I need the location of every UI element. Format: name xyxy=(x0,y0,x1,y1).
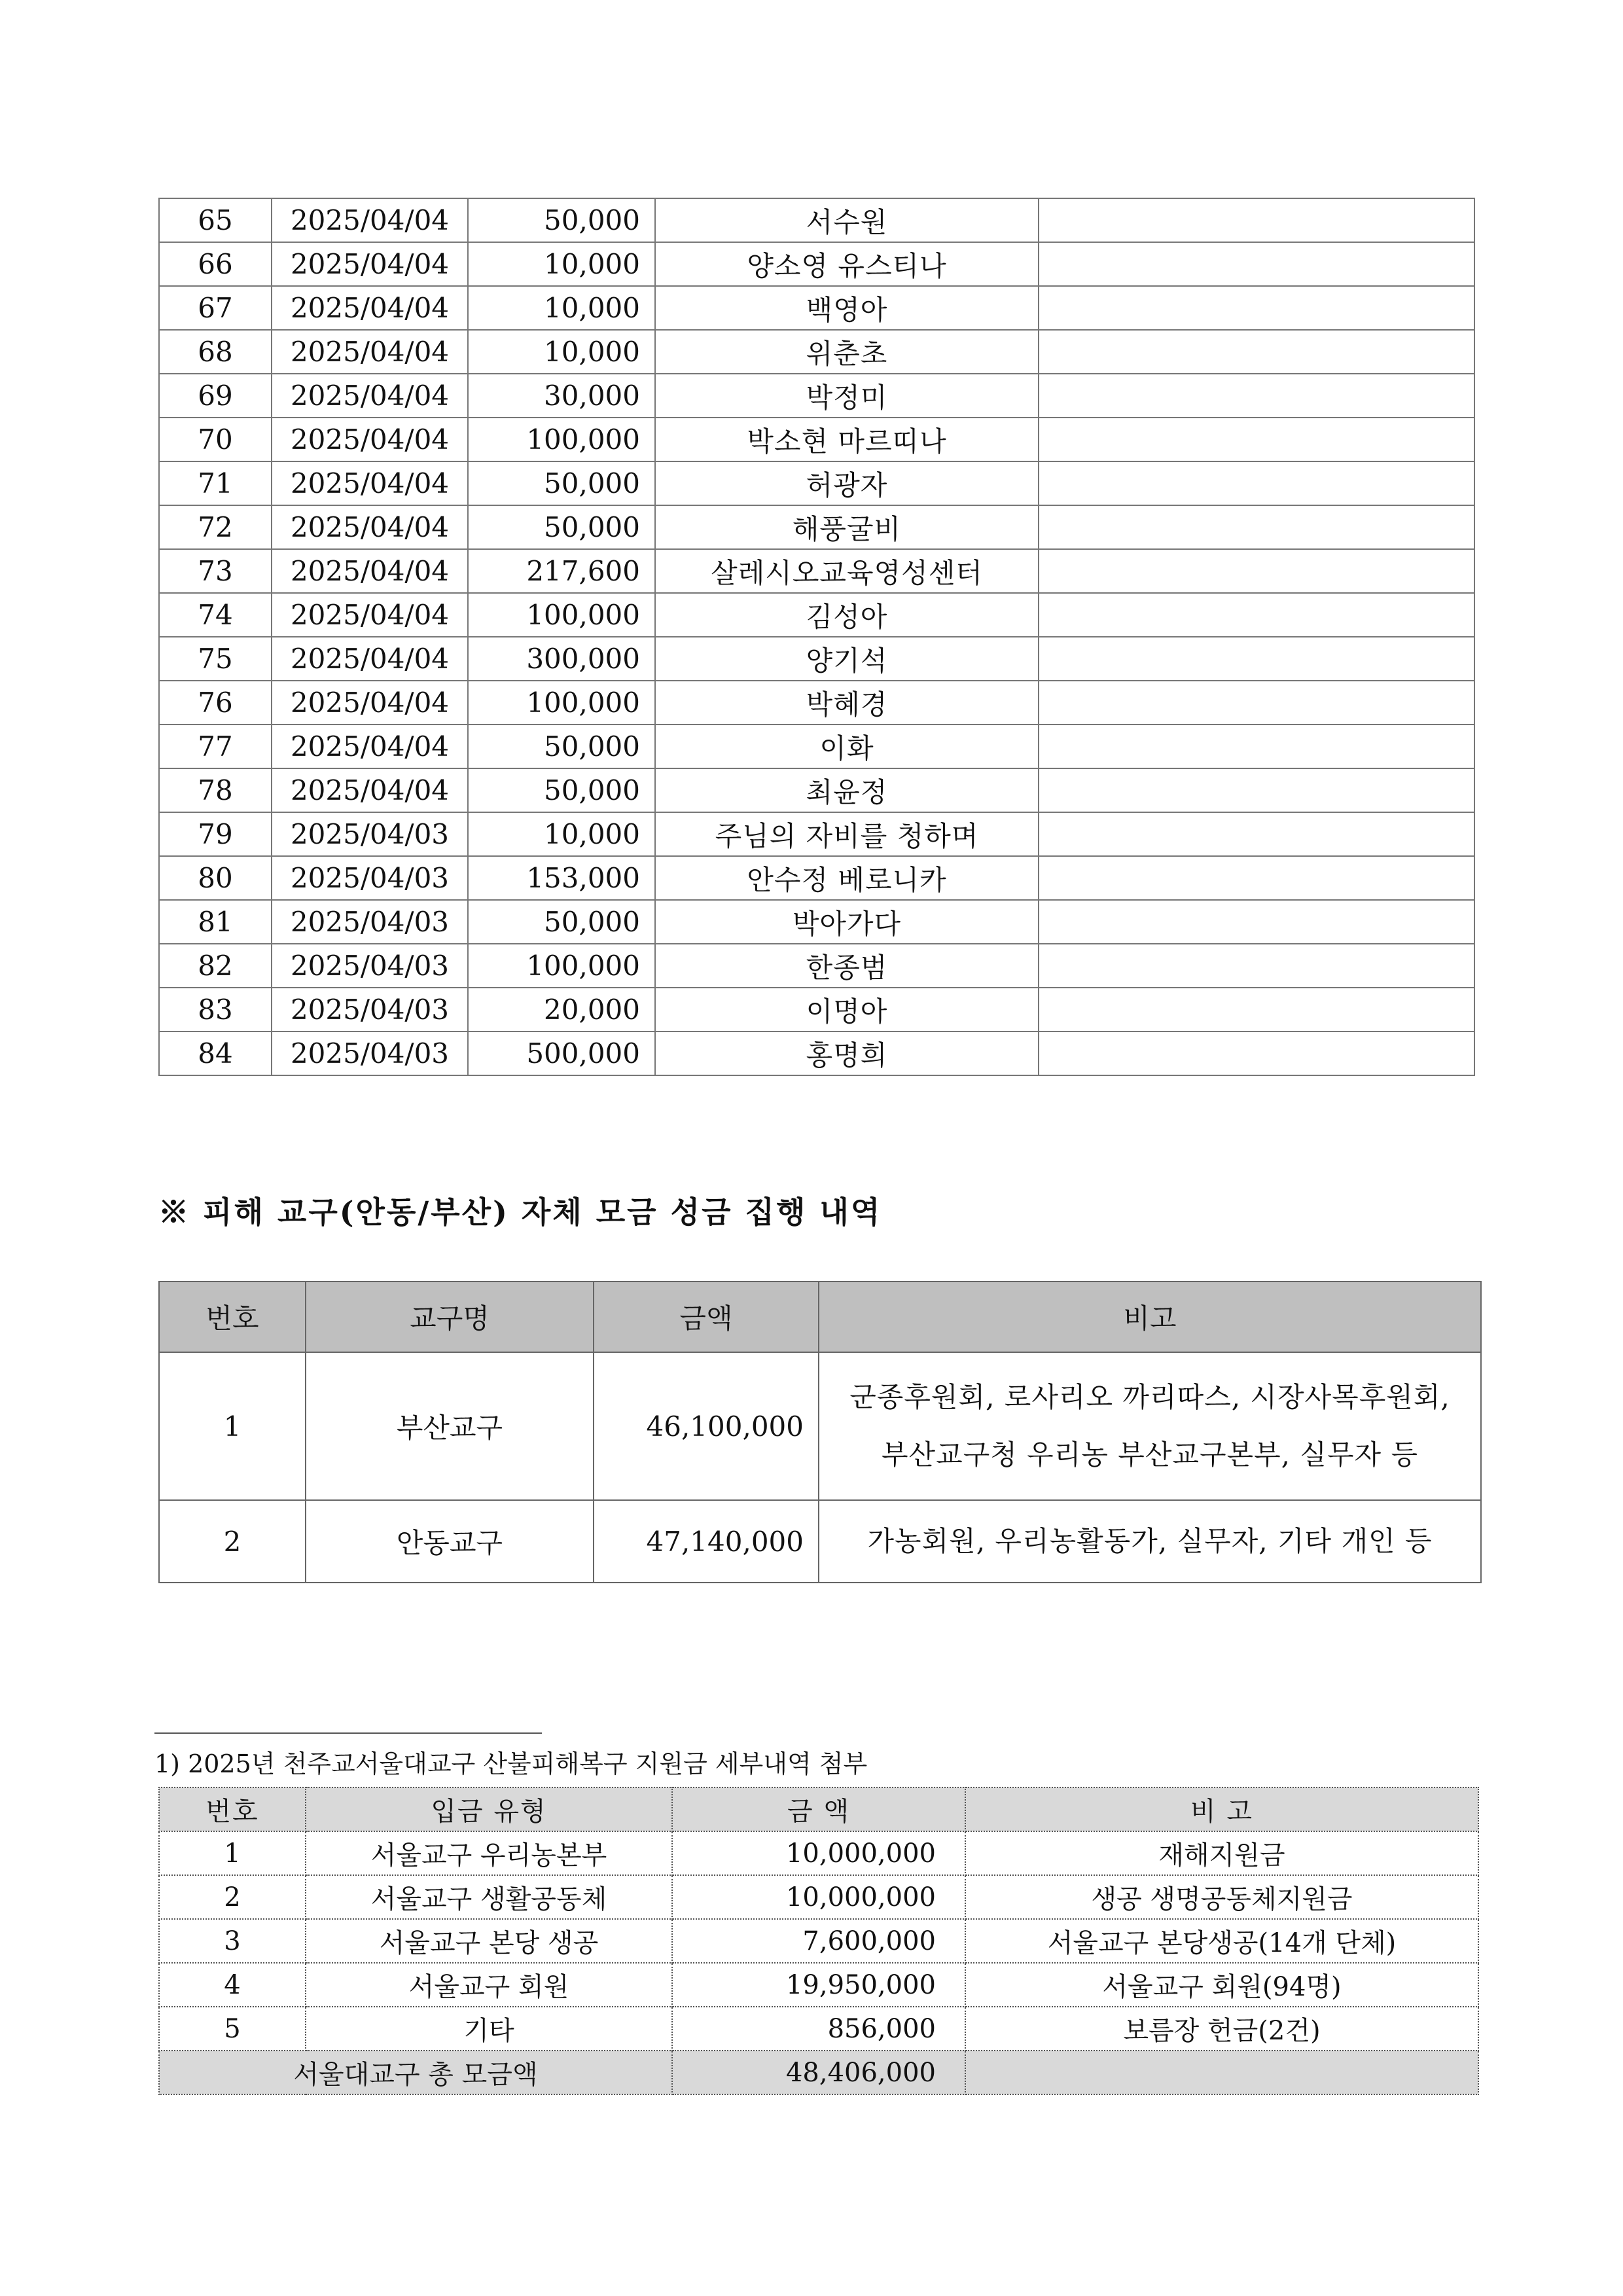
donor-name: 해풍굴비 xyxy=(655,505,1039,549)
donor-name: 주님의 자비를 청하며 xyxy=(655,812,1039,856)
seoul-no: 1 xyxy=(159,1831,306,1875)
seoul-total-amount: 48,406,000 xyxy=(672,2051,965,2094)
donation-row xyxy=(159,286,1474,330)
donation-note xyxy=(1039,725,1474,768)
donation-note xyxy=(1039,988,1474,1031)
donation-row xyxy=(159,198,1474,242)
seoul-note: 재해지원금 xyxy=(965,1831,1478,1875)
seoul-no: 4 xyxy=(159,1963,306,2007)
donor-name: 홍명희 xyxy=(655,1031,1039,1075)
donation-no: 68 xyxy=(159,330,272,374)
seoul-no: 3 xyxy=(159,1919,306,1963)
donation-note xyxy=(1039,637,1474,681)
donation-no: 81 xyxy=(159,900,272,944)
donation-amount: 50,000 xyxy=(468,768,655,812)
donation-note xyxy=(1039,1031,1474,1075)
donation-row xyxy=(159,242,1474,286)
donor-name: 한종범 xyxy=(655,944,1039,988)
donation-amount: 153,000 xyxy=(468,856,655,900)
donation-date: 2025/04/04 xyxy=(272,637,468,681)
donation-row xyxy=(159,900,1474,944)
diocese-no: 2 xyxy=(159,1500,306,1583)
donation-amount: 100,000 xyxy=(468,593,655,637)
donor-name: 양기석 xyxy=(655,637,1039,681)
seoul-header-row xyxy=(159,1787,1478,1831)
seoul-amount: 7,600,000 xyxy=(672,1919,965,1963)
donor-name: 백영아 xyxy=(655,286,1039,330)
donor-name: 허광자 xyxy=(655,461,1039,505)
donation-date: 2025/04/04 xyxy=(272,725,468,768)
donation-amount: 10,000 xyxy=(468,812,655,856)
diocese-note-line: 가농회원, 우리농활동가, 실무자, 기타 개인 등 xyxy=(867,1525,1433,1557)
section-heading: ※ 피해 교구(안동/부산) 자체 모금 성금 집행 내역 xyxy=(158,1194,882,1230)
diocese-amount: 47,140,000 xyxy=(594,1500,819,1583)
diocese-header-note: 비고 xyxy=(819,1282,1481,1352)
seoul-deposit-type: 서울교구 생활공동체 xyxy=(306,1875,672,1919)
diocese-name: 부산교구 xyxy=(306,1352,594,1500)
seoul-total-note xyxy=(965,2051,1478,2094)
donation-no: 77 xyxy=(159,725,272,768)
seoul-breakdown-table xyxy=(158,1787,1479,2095)
donation-row xyxy=(159,768,1474,812)
donation-date: 2025/04/04 xyxy=(272,286,468,330)
seoul-total-label: 서울대교구 총 모금액 xyxy=(159,2051,672,2094)
donor-name: 서수원 xyxy=(655,198,1039,242)
donation-row xyxy=(159,681,1474,725)
diocese-row xyxy=(159,1500,1481,1583)
donation-date: 2025/04/04 xyxy=(272,768,468,812)
donation-no: 83 xyxy=(159,988,272,1031)
donation-date: 2025/04/03 xyxy=(272,856,468,900)
donation-amount: 50,000 xyxy=(468,198,655,242)
donation-amount: 100,000 xyxy=(468,944,655,988)
donation-note xyxy=(1039,330,1474,374)
seoul-row xyxy=(159,1919,1478,1963)
donation-no: 74 xyxy=(159,593,272,637)
seoul-row xyxy=(159,2007,1478,2051)
donation-no: 80 xyxy=(159,856,272,900)
diocese-no: 1 xyxy=(159,1352,306,1500)
footnote-text: 1) 2025년 천주교서울대교구 산불피해복구 지원금 세부내역 첨부 xyxy=(154,1749,868,1778)
donation-date: 2025/04/04 xyxy=(272,461,468,505)
donation-table-body xyxy=(159,198,1474,1075)
donation-note xyxy=(1039,418,1474,461)
seoul-row xyxy=(159,1963,1478,2007)
donation-row xyxy=(159,418,1474,461)
donation-no: 65 xyxy=(159,198,272,242)
donor-name: 양소영 유스티나 xyxy=(655,242,1039,286)
donation-amount: 500,000 xyxy=(468,1031,655,1075)
donor-name: 박소현 마르띠나 xyxy=(655,418,1039,461)
donation-note xyxy=(1039,944,1474,988)
donation-date: 2025/04/04 xyxy=(272,330,468,374)
seoul-header-note: 비 고 xyxy=(965,1787,1478,1831)
donation-note xyxy=(1039,198,1474,242)
donation-row xyxy=(159,374,1474,418)
donation-no: 75 xyxy=(159,637,272,681)
donation-row xyxy=(159,593,1474,637)
donation-date: 2025/04/04 xyxy=(272,505,468,549)
donation-row xyxy=(159,637,1474,681)
donation-amount: 300,000 xyxy=(468,637,655,681)
seoul-note: 서울교구 회원(94명) xyxy=(965,1963,1478,2007)
donation-date: 2025/04/03 xyxy=(272,900,468,944)
donation-amount: 50,000 xyxy=(468,900,655,944)
donation-amount: 100,000 xyxy=(468,418,655,461)
donor-name: 박정미 xyxy=(655,374,1039,418)
seoul-deposit-type: 기타 xyxy=(306,2007,672,2051)
diocese-note-line: 군종후원회, 로사리오 까리따스, 시장사목후원회, xyxy=(849,1381,1450,1413)
seoul-note: 보름장 헌금(2건) xyxy=(965,2007,1478,2051)
donation-table xyxy=(158,198,1475,1076)
donation-date: 2025/04/03 xyxy=(272,812,468,856)
seoul-header-amount: 금 액 xyxy=(672,1787,965,1831)
donation-note xyxy=(1039,242,1474,286)
donation-date: 2025/04/04 xyxy=(272,242,468,286)
donation-amount: 50,000 xyxy=(468,725,655,768)
donation-amount: 10,000 xyxy=(468,242,655,286)
seoul-deposit-type: 서울교구 회원 xyxy=(306,1963,672,2007)
donation-row xyxy=(159,988,1474,1031)
donation-amount: 20,000 xyxy=(468,988,655,1031)
seoul-row xyxy=(159,1831,1478,1875)
donation-no: 79 xyxy=(159,812,272,856)
donation-no: 70 xyxy=(159,418,272,461)
seoul-total-row xyxy=(159,2051,1478,2094)
donation-note xyxy=(1039,681,1474,725)
donation-note xyxy=(1039,549,1474,593)
diocese-header-amount: 금액 xyxy=(594,1282,819,1352)
seoul-table-body xyxy=(159,1831,1478,2051)
diocese-header-no: 번호 xyxy=(159,1282,306,1352)
diocese-note xyxy=(819,1352,1481,1500)
donation-no: 72 xyxy=(159,505,272,549)
donation-no: 84 xyxy=(159,1031,272,1075)
donation-amount: 10,000 xyxy=(468,330,655,374)
donation-row xyxy=(159,944,1474,988)
seoul-amount: 10,000,000 xyxy=(672,1875,965,1919)
donation-note xyxy=(1039,768,1474,812)
donation-date: 2025/04/04 xyxy=(272,593,468,637)
donation-row xyxy=(159,330,1474,374)
donor-name: 살레시오교육영성센터 xyxy=(655,549,1039,593)
donation-no: 76 xyxy=(159,681,272,725)
donation-row xyxy=(159,812,1474,856)
donation-no: 69 xyxy=(159,374,272,418)
donation-date: 2025/04/04 xyxy=(272,681,468,725)
seoul-note: 서울교구 본당생공(14개 단체) xyxy=(965,1919,1478,1963)
diocese-note xyxy=(819,1500,1481,1583)
seoul-no: 5 xyxy=(159,2007,306,2051)
donation-date: 2025/04/04 xyxy=(272,549,468,593)
donation-date: 2025/04/03 xyxy=(272,1031,468,1075)
donation-note xyxy=(1039,900,1474,944)
seoul-header-no: 번호 xyxy=(159,1787,306,1831)
donation-note xyxy=(1039,505,1474,549)
donor-name: 김성아 xyxy=(655,593,1039,637)
diocese-header-row xyxy=(159,1282,1481,1352)
donor-name: 최윤정 xyxy=(655,768,1039,812)
donation-row xyxy=(159,505,1474,549)
seoul-amount: 856,000 xyxy=(672,2007,965,2051)
donation-no: 82 xyxy=(159,944,272,988)
donation-no: 78 xyxy=(159,768,272,812)
donation-row xyxy=(159,856,1474,900)
seoul-header-type: 입금 유형 xyxy=(306,1787,672,1831)
donation-no: 71 xyxy=(159,461,272,505)
donation-no: 67 xyxy=(159,286,272,330)
donation-amount: 50,000 xyxy=(468,461,655,505)
diocese-table xyxy=(158,1281,1482,1583)
donation-note xyxy=(1039,461,1474,505)
donation-row xyxy=(159,461,1474,505)
diocese-amount: 46,100,000 xyxy=(594,1352,819,1500)
donor-name: 박아가다 xyxy=(655,900,1039,944)
donation-date: 2025/04/04 xyxy=(272,418,468,461)
donation-row xyxy=(159,549,1474,593)
donation-row xyxy=(159,1031,1474,1075)
donation-date: 2025/04/04 xyxy=(272,374,468,418)
diocese-name: 안동교구 xyxy=(306,1500,594,1583)
donation-no: 66 xyxy=(159,242,272,286)
donation-note xyxy=(1039,593,1474,637)
footnote-divider xyxy=(154,1732,542,1734)
donation-note xyxy=(1039,812,1474,856)
seoul-deposit-type: 서울교구 본당 생공 xyxy=(306,1919,672,1963)
seoul-no: 2 xyxy=(159,1875,306,1919)
donation-amount: 10,000 xyxy=(468,286,655,330)
donation-note xyxy=(1039,856,1474,900)
donation-note xyxy=(1039,286,1474,330)
donor-name: 위춘초 xyxy=(655,330,1039,374)
donation-date: 2025/04/03 xyxy=(272,944,468,988)
donor-name: 박혜경 xyxy=(655,681,1039,725)
diocese-row xyxy=(159,1352,1481,1500)
donation-row xyxy=(159,725,1474,768)
donor-name: 이화 xyxy=(655,725,1039,768)
diocese-note-line: 부산교구청 우리농 부산교구본부, 실무자 등 xyxy=(881,1439,1419,1471)
seoul-note: 생공 생명공동체지원금 xyxy=(965,1875,1478,1919)
seoul-row xyxy=(159,1875,1478,1919)
seoul-amount: 19,950,000 xyxy=(672,1963,965,2007)
seoul-deposit-type: 서울교구 우리농본부 xyxy=(306,1831,672,1875)
donation-date: 2025/04/04 xyxy=(272,198,468,242)
donation-amount: 217,600 xyxy=(468,549,655,593)
donor-name: 이명아 xyxy=(655,988,1039,1031)
seoul-amount: 10,000,000 xyxy=(672,1831,965,1875)
donation-amount: 50,000 xyxy=(468,505,655,549)
donation-amount: 100,000 xyxy=(468,681,655,725)
donor-name: 안수정 베로니카 xyxy=(655,856,1039,900)
donation-note xyxy=(1039,374,1474,418)
donation-date: 2025/04/03 xyxy=(272,988,468,1031)
donation-no: 73 xyxy=(159,549,272,593)
donation-amount: 30,000 xyxy=(468,374,655,418)
diocese-header-name: 교구명 xyxy=(306,1282,594,1352)
